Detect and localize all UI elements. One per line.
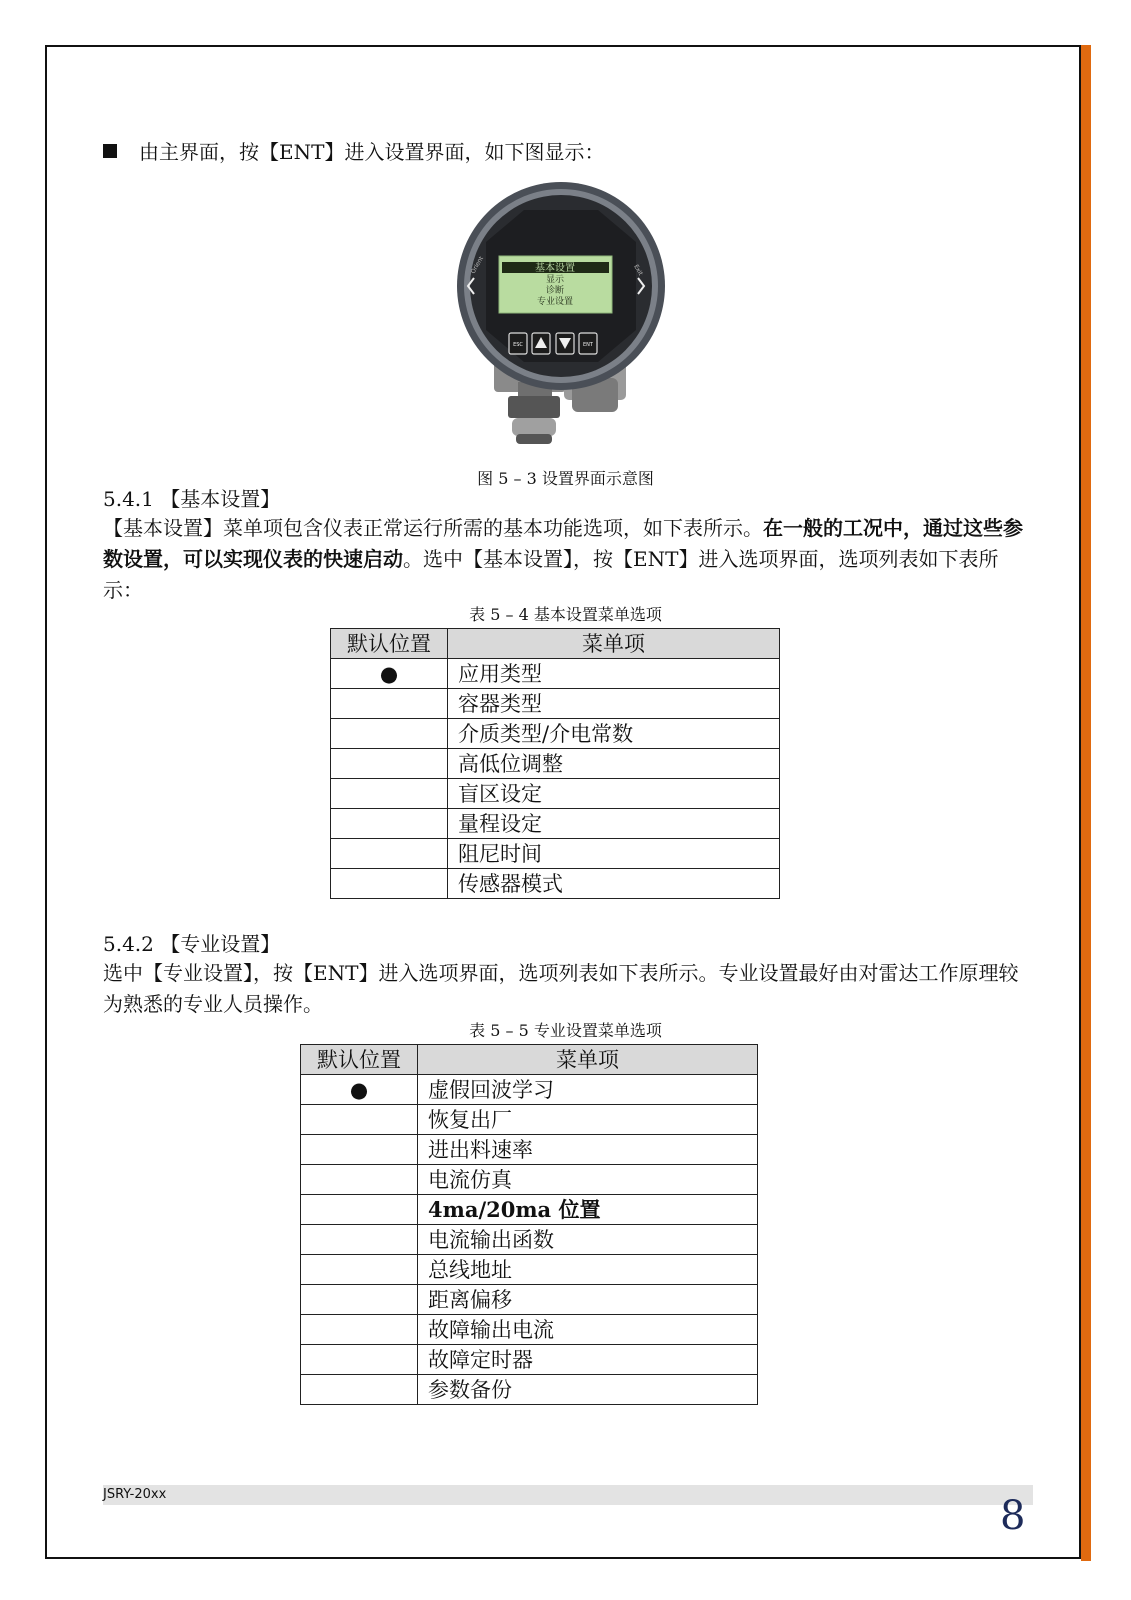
esc-key-label: ESC xyxy=(513,342,523,348)
default-cell xyxy=(301,1105,418,1135)
lcd-line-2: 显示 xyxy=(545,275,565,285)
default-cell xyxy=(331,779,448,809)
table-header-row xyxy=(301,1045,758,1075)
table-row xyxy=(301,1075,758,1105)
section-paragraph-basic: 【基本设置】菜单项包含仪表正常运行所需的基本功能选项，如下表所示。在一般的工况中，通过这些参数设置，可以实现仪表的快速启动。选中【基本设置】，按【ENT】进入选项界面，选项列表如下表所示： xyxy=(103,516,1023,602)
professional-settings-table xyxy=(300,1044,758,1405)
default-cell xyxy=(301,1345,418,1375)
item-cell: 高低位调整 xyxy=(448,749,780,779)
default-cell xyxy=(301,1315,418,1345)
default-cell: ● xyxy=(331,659,448,689)
table-row xyxy=(301,1225,758,1255)
default-cell xyxy=(331,809,448,839)
column-header-item: 菜单项 xyxy=(448,629,780,659)
table-row xyxy=(301,1165,758,1195)
default-cell xyxy=(331,839,448,869)
column-header-item: 菜单项 xyxy=(418,1045,758,1075)
accent-bar xyxy=(1081,45,1091,1561)
table-row xyxy=(331,659,780,689)
default-cell xyxy=(301,1375,418,1405)
table-row xyxy=(301,1285,758,1315)
table-row xyxy=(301,1135,758,1165)
section-heading-basic: 5.4.1 【基本设置】 xyxy=(103,487,281,511)
table-row xyxy=(331,839,780,869)
table-caption-basic: 表 5 – 4 基本设置菜单选项 xyxy=(469,605,662,624)
lcd-line-1: 基本设置 xyxy=(535,263,575,274)
item-cell: 虚假回波学习 xyxy=(418,1075,758,1105)
default-cell: ● xyxy=(301,1075,418,1105)
item-cell: 介质类型/介电常数 xyxy=(448,719,780,749)
default-cell xyxy=(301,1195,418,1225)
table-row xyxy=(301,1255,758,1285)
section-paragraph-professional: 选中【专业设置】，按【ENT】进入选项界面，选项列表如下表所示。专业设置最好由对雷达工作原理较为熟悉的专业人员操作。 xyxy=(103,961,1019,1016)
footer-document-code: JSRY-20xx xyxy=(103,1487,167,1502)
default-cell xyxy=(301,1165,418,1195)
item-cell: 应用类型 xyxy=(448,659,780,689)
table-row xyxy=(301,1315,758,1345)
default-cell xyxy=(301,1285,418,1315)
table-row xyxy=(331,749,780,779)
item-cell: 容器类型 xyxy=(448,689,780,719)
item-cell: 电流输出函数 xyxy=(418,1225,758,1255)
page-number: 8 xyxy=(1000,1493,1026,1539)
table-row xyxy=(301,1345,758,1375)
column-header-default: 默认位置 xyxy=(301,1045,418,1075)
item-cell: 阻尼时间 xyxy=(448,839,780,869)
figure-caption: 图 5 – 3 设置界面示意图 xyxy=(477,469,654,488)
item-cell: 距离偏移 xyxy=(418,1285,758,1315)
item-cell: 故障输出电流 xyxy=(418,1315,758,1345)
left-label: Orient xyxy=(469,255,486,275)
item-cell: 4ma/20ma 位置 xyxy=(418,1195,758,1225)
table-header-row xyxy=(331,629,780,659)
lcd-line-4: 专业设置 xyxy=(536,297,574,307)
default-cell xyxy=(331,719,448,749)
lcd-line-3: 诊断 xyxy=(545,286,565,296)
default-cell xyxy=(301,1135,418,1165)
item-cell: 参数备份 xyxy=(418,1375,758,1405)
right-label: Exit xyxy=(632,263,645,277)
basic-settings-table xyxy=(330,628,780,899)
item-cell: 量程设定 xyxy=(448,809,780,839)
item-cell: 恢复出厂 xyxy=(418,1105,758,1135)
item-cell: 电流仿真 xyxy=(418,1165,758,1195)
table-row xyxy=(301,1195,758,1225)
item-cell: 传感器模式 xyxy=(448,869,780,899)
table-row xyxy=(331,809,780,839)
intro-text: 由主界面，按【ENT】进入设置界面，如下图显示： xyxy=(139,140,605,164)
table-row xyxy=(301,1105,758,1135)
footer-band xyxy=(103,1485,1033,1505)
item-cell: 盲区设定 xyxy=(448,779,780,809)
default-cell xyxy=(301,1255,418,1285)
column-header-default: 默认位置 xyxy=(331,629,448,659)
item-cell: 总线地址 xyxy=(418,1255,758,1285)
device-illustration xyxy=(452,182,670,450)
intro-line xyxy=(103,137,604,167)
item-cell: 进出料速率 xyxy=(418,1135,758,1165)
table-row xyxy=(331,779,780,809)
default-cell xyxy=(331,869,448,899)
default-cell xyxy=(331,689,448,719)
table-row xyxy=(331,719,780,749)
item-cell: 故障定时器 xyxy=(418,1345,758,1375)
table-row xyxy=(331,869,780,899)
default-cell xyxy=(301,1225,418,1255)
table-row xyxy=(331,689,780,719)
square-bullet-icon xyxy=(103,144,117,158)
table-caption-professional: 表 5 – 5 专业设置菜单选项 xyxy=(469,1021,662,1040)
table-row xyxy=(301,1375,758,1405)
default-cell xyxy=(331,749,448,779)
ent-key-label: ENT xyxy=(583,342,593,348)
section-heading-professional: 5.4.2 【专业设置】 xyxy=(103,932,281,956)
